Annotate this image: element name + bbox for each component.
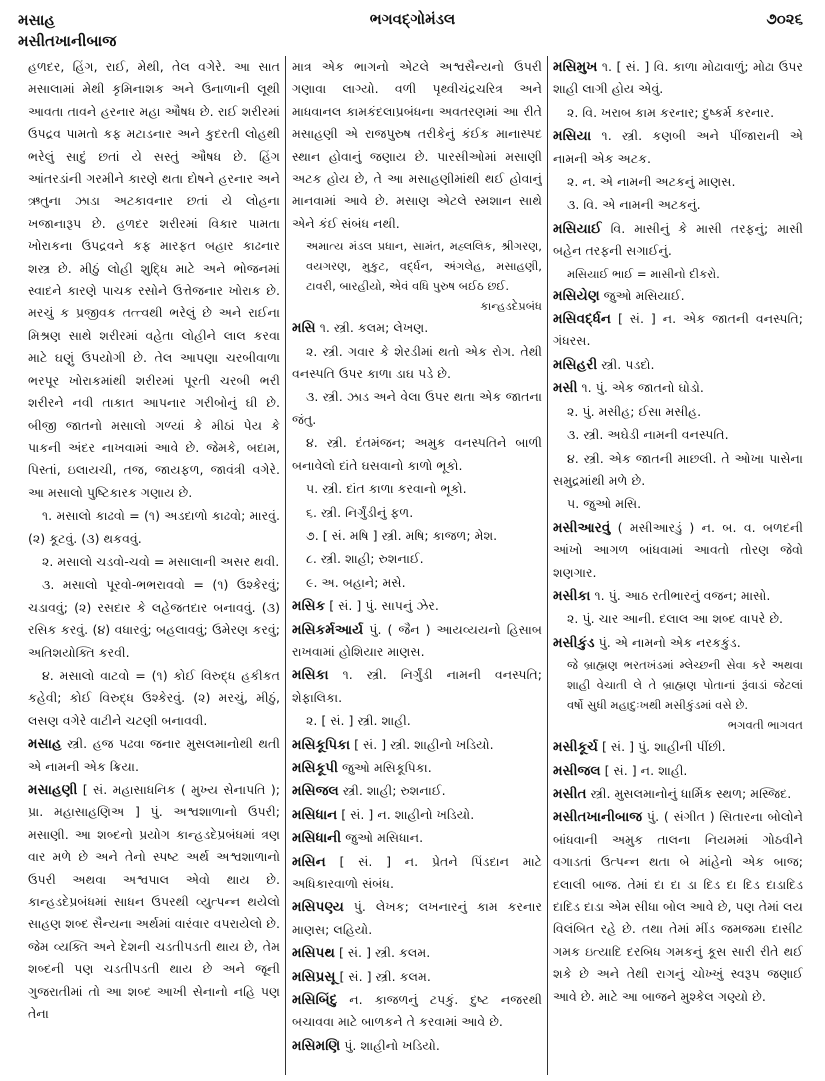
- headword: મસી: [553, 380, 578, 397]
- last-guide-word: મસીતખાનીબાજ: [18, 32, 117, 50]
- dictionary-entry: [292, 595, 542, 617]
- dictionary-entry: [553, 125, 803, 170]
- definition-text: ૨. પું. ચાર આની. દલાલ આ શબ્દ વાપરે છે.: [567, 611, 784, 627]
- headword: મસિન: [292, 853, 326, 870]
- dictionary-entry: [553, 377, 803, 399]
- headword: મસાહ: [28, 736, 62, 753]
- definition-text: ૨. સ્ત્રી. ગવાર કે શેરડીમાં થતો એક રોગ. તેથી વનસ્પતિ ઉપર કાળા ડાઘ પડે છે.: [292, 343, 542, 382]
- headword: મસીકુંડ: [553, 634, 595, 651]
- dictionary-entry: [553, 585, 803, 607]
- definition-text: ૨. મસાલો ચડવો-ચવો = મસાલાની અસર થવી.: [42, 553, 280, 569]
- headword: મસિપથ: [292, 945, 335, 962]
- entry-text: [553, 424, 803, 446]
- definition-text: [ સં. ] ન. એક જાતની વનસ્પતિ; ગંધરસ.: [553, 311, 803, 349]
- headword: મસીઆરવું: [553, 519, 611, 536]
- definition-text: ૭. [ સં. મષિ ] સ્ત્રી. મષિ; કાજળ; મેશ.: [306, 527, 498, 543]
- dictionary-entry: [292, 942, 542, 964]
- dictionary-entry: [28, 733, 280, 778]
- dictionary-entry: [553, 285, 803, 307]
- entry-text: [553, 401, 803, 423]
- entry-text: [292, 56, 542, 235]
- entry-text: [553, 608, 803, 630]
- definition-text: જુઓ મસિધાન.: [341, 830, 424, 846]
- definition-text: [ સં. ] પું. સાપનું ઝેર.: [325, 598, 439, 614]
- headword: મસિવર્દ્ધન: [553, 311, 612, 328]
- definition-text: પું. એ નામનો એક નરકકુંડ.: [594, 634, 741, 650]
- entry-text: [292, 386, 542, 431]
- definition-text: ( મસીઆરડું ) ન. બ. વ. બળદની આંખો આગળ બાંધવામાં આવતો તોરણ જેવો શણગાર.: [553, 519, 803, 580]
- quotation-source: કાન્હડદેપ્રબંધ: [480, 299, 542, 314]
- entry-text: [292, 502, 542, 524]
- definition-text: મસિયાઈ ભાઈ = માસીનો દીકરો.: [567, 266, 720, 281]
- headword: મસીકૂર્ચ: [553, 739, 598, 756]
- dictionary-entry: [292, 896, 542, 941]
- definition-text: [ સં. ] સ્ત્રી. શાહીનો ખડિયો.: [350, 736, 494, 752]
- definition-text: ૧. [ સં. ] વિ. કાળા મોઢાવાળું; મોઢા ઉપર શાહી લાગી હોય એવું.: [553, 59, 803, 97]
- column-divider: [547, 56, 548, 1075]
- headword: મસિહરી: [553, 356, 598, 373]
- definition-text: પું. શાહીનો ખડિયો.: [340, 1037, 440, 1053]
- definition-text: માત્ર એક ભાગનો એટલે અશ્વસૈન્યનો ઉપરી ગણાવા લાગ્યો. વળી પૃથ્વીચંદ્રચરિત્ર અને માધવાનલ કામકંદલાપ્રબંધના અવતરણમાં આ રીતે મસાહણી એ રાજપુરુષ તરીકેનું કંઈક માનાસ્પદ સ્થાન હોવાનું જણાય છે. પારસીઓમાં મસાણી અટક હોય છે, તે આ મસાહણીમાંથી થઈ હોવાનું માનવામાં આવે છે. મસાણ એટલે સ્મશાન સાથે એને કંઈ સંબંધ નથી.: [292, 59, 542, 231]
- definition-text: સ્ત્રી. મુસલમાનોનું ધાર્મિક સ્થળ; મસ્જિદ.: [586, 785, 792, 801]
- definition-text: ૨. ન. એ નામની અટકનું માણસ.: [567, 174, 736, 190]
- definition-text: [ સં. ] સ્ત્રી. કલમ.: [334, 945, 431, 961]
- definition-text: ૧. સ્ત્રી. કણબી અને પીંજારાની એ નામની એક અટક.: [553, 128, 803, 166]
- entry-text: [28, 551, 280, 573]
- headword: મસીતખાનીબાજ: [553, 809, 643, 826]
- definition-text: ૫. સ્ત્રી. દાંત કાળા કરવાનો ભૂકો.: [306, 481, 467, 497]
- definition-text: જુઓ મસિકૂપિકા.: [338, 759, 432, 775]
- entry-text: [292, 432, 542, 477]
- entry-text: [28, 56, 280, 504]
- definition-text: ૧. પું. એક જાતનો ઘોડો.: [577, 380, 704, 396]
- definition-text: [ સં. ] ન. શાહી.: [600, 762, 688, 778]
- quotation-source: ભગવતી ભાગવત: [727, 718, 803, 733]
- dictionary-entry: [28, 779, 280, 1025]
- entry-text: [553, 493, 803, 515]
- definition-text: ૧. પું. આઠ રતીભારનું વજન; માસો.: [590, 587, 771, 603]
- definition-text: ૩. મસાલો પૂરવો-ભભરાવવો = (૧) ઉશ્કેરવું; ચડાવવું; (૨) રસદાર કે લહેજતદાર બનાવવું. (૩) રસિક કરવું. (૪) વધારવું; બહલાવવું; ઉમેરણ કરવું; અતિશયોક્તિ કરવી.: [28, 577, 280, 660]
- entry-text: [28, 665, 280, 732]
- headword: મસિયેણ: [553, 287, 600, 304]
- definition-text: ન. કાજળનું ટપકું. દુષ્ટ નજરથી બચાવવા માટે બાળકને તે કરવામાં આવે છે.: [292, 992, 542, 1030]
- headword: મસિમુખ: [553, 59, 598, 75]
- column-1: [28, 56, 280, 1077]
- definition-text: ૪. સ્ત્રી. એક જાતની માછલી. તે ઓખા પાસેના સમુદ્રમાંથી મળે છે.: [553, 450, 803, 488]
- dictionary-entry: [292, 989, 542, 1034]
- quotation: [553, 655, 803, 735]
- dictionary-entry: [292, 851, 542, 896]
- definition-text: ૧. મસાલો કાઢવો = (૧) અડદાળો કાઢવો; મારવું. (૨) કૂટવું. (૩) થકવવું.: [28, 508, 280, 546]
- dictionary-entry: [553, 783, 803, 805]
- page-number: ૭૦૨૬: [766, 10, 803, 28]
- definition-text: ૨. પું. મસીહ; ઈસા મસીહ.: [567, 403, 702, 419]
- definition-text: [ સં. ] પું. શાહીની પીંછી.: [597, 739, 726, 755]
- entry-text: [292, 525, 542, 547]
- headword: મસિયાઈ: [553, 220, 602, 237]
- definition-text: ૧. સ્ત્રી. કલમ; લેખણ.: [315, 320, 429, 336]
- entry-text: [553, 194, 803, 216]
- definition-text: [ સં. મહાસાધનિક ( મુખ્ય સેનાપતિ ); પ્રા. મહાસાહણિઅ ] પું. અશ્વશાળાનો ઉપરી; મસાણી. આ શબ્દનો પ્રયોગ કાન્હડદેપ્રબંધમાં ત્રણ વાર મળે છે અને તેનો સ્પષ્ટ અર્થ અશ્વશાળાનો ઉપરી અથવા અશ્વપાલ એવો થાય છે. કાન્હડદેપ્રબંધમાં સાધન ઉપરથી વ્યુત્પન્ન થયેલો સાહણ શબ્દ સૈન્યના અર્થમાં વારંવાર વપરાયેલો છે. જેમ વ્યક્તિ અને દેશની ચડતીપડતી થાય છે, તેમ શબ્દની પણ ચડતીપડતી થાય છે અને જૂની ગુજરાતીમાં તો આ શબ્દ આખી સેનાનો નહિ પણ તેના: [28, 782, 280, 1022]
- definition-text: સ્ત્રી. પડદો.: [597, 356, 655, 372]
- entry-text: [28, 574, 280, 664]
- definition-text: ૩. સ્ત્રી. ઝાડ અને વેલા ઉપર થતા એક જાતના જંતુ.: [292, 389, 542, 427]
- first-guide-word: મસાહ: [18, 11, 56, 29]
- headword: મસિકૂપી: [292, 759, 338, 776]
- definition-text: વિ. માસીનું કે માસી તરફનું; માસી બહેન તરફની સગાઈનું.: [553, 220, 803, 259]
- column-3: [553, 56, 803, 1077]
- dictionary-entry: [292, 804, 542, 826]
- dictionary-entry: [292, 619, 542, 664]
- quotation: [553, 264, 803, 284]
- definition-text: પું. લેખક; લખનારનું કામ કરનાર માણસ; લહિયો.: [292, 899, 542, 937]
- dictionary-entry: [553, 806, 803, 1008]
- dictionary-entry: [553, 517, 803, 584]
- definition-text: ૧. સ્ત્રી. નિર્ગુંડી નામની વનસ્પતિ; શેફાલિકા.: [292, 667, 542, 705]
- definition-text: જે બ્રાહ્મણ ભરતખંડમાં મ્લેચ્છની સેવા કરે અથવા શાહી વેચાતી લે તે બ્રાહ્મણ પોતાનાં રૂંવાડાં જેટલાં વર્ષો સુધી મહાદુઃખથી મસીકુંડમાં વસે છે.: [567, 658, 803, 713]
- headword: મસિકા: [292, 667, 329, 684]
- entry-text: [292, 710, 542, 732]
- column-2: [292, 56, 542, 1077]
- definition-text: જુઓ મસિયાઈ.: [599, 287, 685, 303]
- headword: મસિકર્મઆર્ય: [292, 621, 364, 638]
- definition-text: સ્ત્રી. શાહી; રુશનાઈ.: [338, 783, 446, 799]
- headword: મસીજલ: [553, 762, 601, 779]
- dictionary-entry: [553, 354, 803, 376]
- definition-text: હળદર, હિંગ, રાઈ, મેથી, તેલ વગેરે. આ સાત મસાલામાં મેથી કૃમિનાશક અને ઉનાળાની લૂથી આવતા તાવને હરનાર મહા ઔષધ છે. રાઈ શરીરમાં ઉપદ્રવ પામતો કફ મટાડનાર અને કુદરતી લોહથી ભરેલું સાદું છતાં યે સસ્તું ઔષધ છે. હિંગ આંતરડાંની ગરમીને કારણે થતા દોષને હરનાર અને ઋતુના ઝાડા અટકાવનાર છતાં યે લોહના ખજાનારૂપ છે. હળદર શરીરમાં વિકાર પામતા ખોરાકના ઉપદ્રવને કફ મારફત બહાર કાઢનાર શસ્ત્ર છે. મીઠું લોહી શુદ્ધિ માટે અને ભોજનમાં સ્વાદને કારણે પાચક રસોને ઉત્તેજનાર ખોરાક છે. મરચું ક પ્રજીવક તત્ત્વથી ભરેલું છે અને રાઈના મિશ્રણ સાથે શરીરમાં વહેતા લોહીને લાલ કરવા માટે ઘણું ઉપયોગી છે. તેલ આપણા ચરબીવાળા ભરપૂર ખોરાકમાંથી શરીરમાં પૂરતી ચરબી ભરી શરીરને નવી તાકાત આપનાર ગરીબોનું ઘી છે. બીજી જાતનો મસાલો ગળ્યાં કે મીઠાં પેય કે પાકની અંદર નાખવામાં આવે છે. જેમકે, બદામ, પિસ્તાં, ઇલાયચી, તજ, જાયફળ, જાવંત્રી વગેરે. આ મસાલો પુષ્ટિકારક ગણાય છે.: [28, 59, 280, 500]
- definition-text: ૬. સ્ત્રી. નિર્ગુંડીનું ફળ.: [306, 504, 414, 520]
- running-title: ભગવદ્ગોમંડલ: [369, 10, 456, 28]
- headword: મસીત: [553, 785, 587, 802]
- entry-text: [292, 341, 542, 386]
- definition-text: પું. ( જૈન ) આયવ્યયનો હિસાબ રાખવામાં હોશિયાર માણસ.: [292, 621, 542, 659]
- definition-text: સ્ત્રી. હજ પઢવા જનાર મુસલમાનોથી થતી એ નામની એક ક્રિયા.: [28, 736, 280, 774]
- headword: મસિપ્રસૂ: [292, 968, 336, 985]
- dictionary-entry: [553, 218, 803, 263]
- definition-text: ૨. [ સં. ] સ્ત્રી. શાહી.: [306, 713, 411, 729]
- entry-text: [553, 171, 803, 193]
- headword: મસિ: [292, 320, 316, 337]
- dictionary-entry: [553, 308, 803, 353]
- dictionary-entry: [553, 56, 803, 101]
- dictionary-entry: [292, 966, 542, 988]
- headword: મસિક: [292, 598, 326, 615]
- dictionary-entry: [292, 827, 542, 849]
- entry-text: [553, 448, 803, 493]
- headword: મસિકૂપિકા: [292, 736, 351, 753]
- entry-text: [553, 102, 803, 124]
- dictionary-entry: [292, 664, 542, 709]
- dictionary-entry: [553, 632, 803, 654]
- definition-text: ૩. વિ. એ નામની અટકનું.: [567, 197, 701, 213]
- headword: મસીકા: [553, 587, 591, 604]
- dictionary-entry: [292, 734, 542, 756]
- headword: મસિમણિ: [292, 1037, 341, 1054]
- entry-text: [292, 572, 542, 594]
- definition-text: ૪. મસાલો વાટવો = (૧) કોઈ વિરુદ્ધ હકીકત કહેવી; કોઈ વિરુદ્ધ ઉશ્કેરવું. (૨) મરચું, મીઠું, લસણ વગેરે વાટીને ચટણી બનાવવી.: [28, 667, 280, 728]
- definition-text: ૮. સ્ત્રી. શાહી; રુશનાઈ.: [306, 551, 424, 567]
- headword: મસિધાન: [292, 806, 338, 823]
- dictionary-entry: [292, 757, 542, 779]
- headword: મસિપણ્ય: [292, 899, 344, 916]
- definition-text: ૩. સ્ત્રી. અઘેડી નામની વનસ્પતિ.: [567, 427, 729, 443]
- definition-text: [ સં. ] ન. પ્રેતને પિંડદાન માટે અધિકારવાળો સંબંધ.: [292, 853, 542, 891]
- entry-text: [292, 548, 542, 570]
- dictionary-entry: [292, 317, 542, 339]
- definition-text: ૫. જુઓ મસિ.: [567, 496, 642, 512]
- entry-text: [292, 478, 542, 500]
- quotation: [292, 236, 542, 316]
- definition-text: ૪. સ્ત્રી. દંતમંજન; અમુક વનસ્પતિને બાળી બનાવેલો દાંતે ઘસવાનો કાળો ભૂકો.: [292, 435, 542, 473]
- headword: મસિયા: [553, 128, 592, 145]
- definition-text: અમાત્ય મંડલ પ્રધાન, સામંત, મહ્લલિક, શ્રીગરણ, વયગરણ, મુકુટ, વર્દ્ધન, અંગલેહ, મસાહણી, ટાવરી, બારહીયો, એવં વધિ પુરુષ બઈઠ છઈ.: [306, 239, 542, 294]
- definition-text: [ સં. ] સ્ત્રી. કલમ.: [335, 968, 431, 984]
- headword: મસિબિંદુ: [292, 992, 338, 1009]
- definition-text: પું. ( સંગીત ) સિતારના બોલોને બાંધવાની અમુક તાલના નિયમમાં ગોઠવીને વગાડતાં ઉત્પન્ન થતા બે માંહેનો એક બાજ; દલાલી બાજ. તેમાં દા દા ડા દિડ દા દિડ દાડાદિડ દાદિડ દાડા એમ સીધા બોલ આવે છે, પણ તેમાં લય વિલંબિત રહે છે. તથા તેમાં મીંડ જમજમા દાસીટ ગમક ઇત્યાદિ દરબિધ ગમકનું કૂસ સારી રીતે થઈ શકે છે અને તેથી રાગનું ચોખ્ખું સ્વરૂપ જણાઈ આવે છે. માટે આ બાજને મુશ્કેલ ગણ્યો છે.: [553, 809, 803, 1004]
- headword: મસિજલ: [292, 783, 339, 800]
- definition-text: [ સં. ] ન. શાહીનો ખડિયો.: [337, 806, 475, 822]
- headword: મસાહણી: [28, 782, 78, 798]
- dictionary-entry: [292, 780, 542, 802]
- dictionary-entry: [553, 760, 803, 782]
- headword: મસિધાની: [292, 830, 342, 847]
- definition-text: ૯. અ. બહાને; મસે.: [306, 574, 406, 590]
- dictionary-entry: [553, 736, 803, 758]
- column-divider: [285, 56, 286, 1075]
- entry-text: [28, 505, 280, 550]
- definition-text: ૨. વિ. ખરાબ કામ કરનાર; દુષ્કર્મ કરનાર.: [567, 104, 775, 120]
- dictionary-entry: [292, 1035, 542, 1057]
